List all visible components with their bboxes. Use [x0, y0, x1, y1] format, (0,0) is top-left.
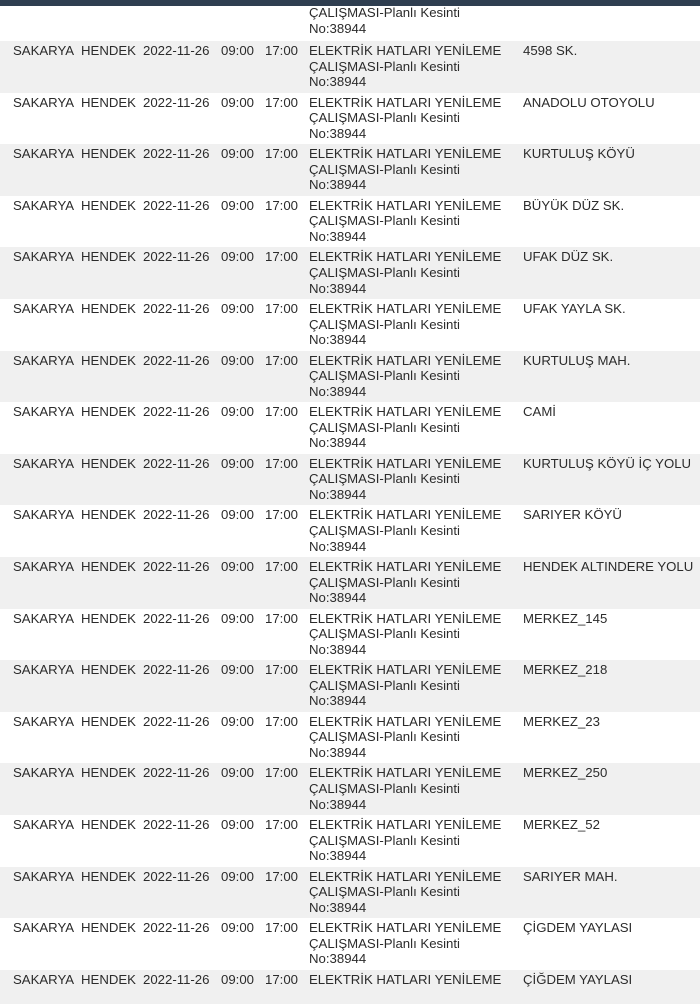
description-line: ELEKTRİK HATLARI YENİLEME	[309, 43, 502, 58]
description-line: ELEKTRİK HATLARI YENİLEME	[309, 197, 502, 213]
description-line: No:38944	[309, 486, 367, 502]
description-line: No:38944	[309, 332, 367, 348]
table-row	[0, 763, 700, 815]
end-time-cell: 17:00	[265, 610, 299, 626]
neighborhood-cell: 4598 SK.	[523, 43, 578, 58]
neighborhood-cell: MERKEZ_52	[523, 816, 600, 832]
end-time-cell: 17:00	[265, 662, 299, 678]
start-time-cell: 09:00	[221, 971, 255, 987]
description-line: No:38944	[309, 590, 367, 606]
table-row	[0, 41, 700, 93]
district-cell: HENDEK	[81, 558, 136, 574]
description-line: No:38944	[309, 228, 367, 244]
end-time-cell: 17:00	[265, 352, 299, 368]
table-row-continuation	[0, 6, 700, 41]
province-cell: SAKARYA	[13, 43, 75, 58]
neighborhood-cell: MERKEZ_250	[523, 765, 608, 781]
date-cell: 2022-11-26	[143, 43, 210, 58]
end-time-cell: 17:00	[265, 971, 299, 987]
province-cell: SAKARYA	[13, 352, 75, 368]
start-time-cell: 09:00	[221, 765, 255, 781]
date-cell: 2022-11-26	[143, 713, 210, 729]
description-line: ELEKTRİK HATLARI YENİLEME	[309, 352, 502, 368]
description-cell	[309, 611, 501, 658]
district-cell: HENDEK	[81, 868, 136, 884]
description-line: No:38944	[309, 899, 367, 915]
description-line: ÇALIŞMASI-Planlı Kesinti	[309, 935, 460, 951]
district-cell: HENDEK	[81, 94, 136, 110]
start-time-cell: 09:00	[221, 352, 255, 368]
neighborhood-cell: ÇİĞDEM YAYLASI	[523, 971, 633, 987]
neighborhood-cell: BÜYÜK DÜZ SK.	[523, 197, 625, 213]
date-cell: 2022-11-26	[143, 610, 210, 626]
start-time-cell: 09:00	[221, 404, 255, 420]
neighborhood-cell: MERKEZ_145	[523, 610, 608, 626]
outage-table	[0, 6, 700, 1004]
description-line: ÇALIŞMASI-Planlı Kesinti	[309, 419, 460, 435]
start-time-cell: 09:00	[221, 713, 255, 729]
start-time-cell: 09:00	[221, 816, 255, 832]
start-time-cell: 09:00	[221, 300, 255, 316]
neighborhood-cell: ANADOLU OTOYOLU	[523, 94, 655, 110]
province-cell: SAKARYA	[13, 971, 75, 987]
description-cell	[309, 95, 501, 142]
description-line: ÇALIŞMASI-Planlı Kesinti	[309, 161, 460, 177]
neighborhood-cell: HENDEK ALTINDERE YOLU	[523, 558, 694, 574]
table-row	[0, 93, 700, 145]
table-row	[0, 505, 700, 557]
description-cell	[309, 920, 501, 967]
table-row	[0, 144, 700, 196]
start-time-cell: 09:00	[221, 558, 255, 574]
start-time-cell: 09:00	[221, 43, 255, 58]
description-line: ELEKTRİK HATLARI YENİLEME	[309, 713, 502, 729]
table-row	[0, 970, 700, 1004]
neighborhood-cell: ÇİGDEM YAYLASI	[523, 920, 633, 936]
start-time-cell: 09:00	[221, 662, 255, 678]
district-cell: HENDEK	[81, 507, 136, 523]
date-cell: 2022-11-26	[143, 558, 210, 574]
description-cell	[309, 817, 501, 864]
description-line: ÇALIŞMASI-Planlı Kesinti	[309, 522, 460, 538]
description-line: ÇALIŞMASI-Planlı Kesinti	[309, 5, 460, 20]
table-row	[0, 299, 700, 351]
end-time-cell: 17:00	[265, 713, 299, 729]
district-cell: HENDEK	[81, 920, 136, 936]
district-cell: HENDEK	[81, 404, 136, 420]
district-cell: HENDEK	[81, 971, 136, 987]
description-line: ELEKTRİK HATLARI YENİLEME	[309, 816, 502, 832]
table-row	[0, 351, 700, 403]
end-time-cell: 17:00	[265, 94, 299, 110]
district-cell: HENDEK	[81, 352, 136, 368]
neighborhood-cell: MERKEZ_218	[523, 662, 608, 678]
date-cell: 2022-11-26	[143, 404, 210, 420]
table-row	[0, 454, 700, 506]
district-cell: HENDEK	[81, 765, 136, 781]
description-line: ELEKTRİK HATLARI YENİLEME	[309, 868, 502, 884]
date-cell: 2022-11-26	[143, 94, 210, 110]
end-time-cell: 17:00	[265, 404, 299, 420]
description-line: ÇALIŞMASI-Planlı Kesinti	[309, 110, 460, 126]
description-line: ÇALIŞMASI-Planlı Kesinti	[309, 574, 460, 590]
province-cell: SAKARYA	[13, 146, 75, 162]
description-line: No:38944	[309, 435, 367, 451]
district-cell: HENDEK	[81, 816, 136, 832]
description-line: ÇALIŞMASI-Planlı Kesinti	[309, 832, 460, 848]
start-time-cell: 09:00	[221, 94, 255, 110]
description-line: ELEKTRİK HATLARI YENİLEME	[309, 558, 502, 574]
description-line: ÇALIŞMASI-Planlı Kesinti	[309, 780, 460, 796]
date-cell: 2022-11-26	[143, 816, 210, 832]
neighborhood-cell: SARIYER KÖYÜ	[523, 507, 622, 523]
description-line: No:38944	[309, 744, 367, 760]
province-cell: SAKARYA	[13, 300, 75, 316]
description-line: No:38944	[309, 74, 367, 90]
neighborhood-cell: KURTULUŞ KÖYÜ İÇ YOLU	[523, 455, 692, 471]
description-cell	[309, 249, 501, 296]
date-cell: 2022-11-26	[143, 507, 210, 523]
description-line: ÇALIŞMASI-Planlı Kesinti	[309, 677, 460, 693]
province-cell: SAKARYA	[13, 816, 75, 832]
description-line: ELEKTRİK HATLARI YENİLEME	[309, 662, 502, 678]
description-line: ÇALIŞMASI-Planlı Kesinti	[309, 213, 460, 229]
description-line: ÇALIŞMASI-Planlı Kesinti	[309, 471, 460, 487]
province-cell: SAKARYA	[13, 558, 75, 574]
end-time-cell: 17:00	[265, 146, 299, 162]
description-cell	[309, 869, 501, 916]
description-cell	[309, 146, 501, 193]
description-line: No:38944	[309, 951, 367, 967]
description-line: No:38944	[309, 796, 367, 812]
description-cell	[309, 714, 501, 761]
description-cell	[309, 765, 501, 812]
description-cell	[309, 301, 501, 348]
neighborhood-cell: SARIYER MAH.	[523, 868, 618, 884]
end-time-cell: 17:00	[265, 868, 299, 884]
date-cell: 2022-11-26	[143, 971, 210, 987]
neighborhood-cell: MERKEZ_23	[523, 713, 600, 729]
province-cell: SAKARYA	[13, 404, 75, 420]
description-line: ELEKTRİK HATLARI YENİLEME	[309, 765, 502, 781]
description-cell	[309, 198, 501, 245]
start-time-cell: 09:00	[221, 455, 255, 471]
district-cell: HENDEK	[81, 662, 136, 678]
description-line: ÇALIŞMASI-Planlı Kesinti	[309, 58, 460, 74]
description-line: No:38944	[309, 280, 367, 296]
table-row	[0, 712, 700, 764]
date-cell: 2022-11-26	[143, 662, 210, 678]
description-line: ELEKTRİK HATLARI YENİLEME	[309, 146, 502, 162]
start-time-cell: 09:00	[221, 249, 255, 265]
province-cell: SAKARYA	[13, 765, 75, 781]
date-cell: 2022-11-26	[143, 765, 210, 781]
start-time-cell: 09:00	[221, 507, 255, 523]
start-time-cell: 09:00	[221, 146, 255, 162]
province-cell: SAKARYA	[13, 455, 75, 471]
end-time-cell: 17:00	[265, 455, 299, 471]
province-cell: SAKARYA	[13, 662, 75, 678]
description-line: ÇALIŞMASI-Planlı Kesinti	[309, 316, 460, 332]
description-cell	[309, 456, 501, 503]
district-cell: HENDEK	[81, 713, 136, 729]
district-cell: HENDEK	[81, 300, 136, 316]
neighborhood-cell: UFAK DÜZ SK.	[523, 249, 614, 265]
district-cell: HENDEK	[81, 146, 136, 162]
description-line: ELEKTRİK HATLARI YENİLEME	[309, 404, 502, 420]
neighborhood-cell: CAMİ	[523, 404, 556, 420]
province-cell: SAKARYA	[13, 868, 75, 884]
table-row	[0, 918, 700, 970]
start-time-cell: 09:00	[221, 868, 255, 884]
description-cell	[309, 5, 460, 36]
description-line: No:38944	[309, 641, 367, 657]
description-line: ÇALIŞMASI-Planlı Kesinti	[309, 368, 460, 384]
end-time-cell: 17:00	[265, 765, 299, 781]
description-line: No:38944	[309, 383, 367, 399]
district-cell: HENDEK	[81, 249, 136, 265]
date-cell: 2022-11-26	[143, 352, 210, 368]
end-time-cell: 17:00	[265, 249, 299, 265]
description-cell	[309, 353, 501, 400]
description-line: ELEKTRİK HATLARI YENİLEME	[309, 920, 502, 936]
description-line: ELEKTRİK HATLARI YENİLEME	[309, 971, 502, 987]
table-row	[0, 609, 700, 661]
description-line: ÇALIŞMASI-Planlı Kesinti	[309, 626, 460, 642]
table-row	[0, 402, 700, 454]
province-cell: SAKARYA	[13, 920, 75, 936]
description-line: No:38944	[309, 848, 367, 864]
end-time-cell: 17:00	[265, 507, 299, 523]
district-cell: HENDEK	[81, 610, 136, 626]
date-cell: 2022-11-26	[143, 146, 210, 162]
date-cell: 2022-11-26	[143, 868, 210, 884]
description-line: ELEKTRİK HATLARI YENİLEME	[309, 507, 502, 523]
description-line: No:38944	[309, 693, 367, 709]
end-time-cell: 17:00	[265, 816, 299, 832]
table-row	[0, 196, 700, 248]
description-line: No:38944	[309, 125, 367, 141]
description-line: ELEKTRİK HATLARI YENİLEME	[309, 94, 502, 110]
end-time-cell: 17:00	[265, 43, 299, 58]
description-line: No:38944	[309, 20, 367, 36]
date-cell: 2022-11-26	[143, 300, 210, 316]
district-cell: HENDEK	[81, 455, 136, 471]
start-time-cell: 09:00	[221, 610, 255, 626]
province-cell: SAKARYA	[13, 94, 75, 110]
province-cell: SAKARYA	[13, 507, 75, 523]
description-line: ÇALIŞMASI-Planlı Kesinti	[309, 264, 460, 280]
table-row	[0, 660, 700, 712]
province-cell: SAKARYA	[13, 713, 75, 729]
start-time-cell: 09:00	[221, 197, 255, 213]
province-cell: SAKARYA	[13, 249, 75, 265]
description-line: ELEKTRİK HATLARI YENİLEME	[309, 610, 502, 626]
table-row	[0, 247, 700, 299]
description-line: ELEKTRİK HATLARI YENİLEME	[309, 300, 502, 316]
description-line: No:38944	[309, 538, 367, 554]
description-cell	[309, 404, 501, 451]
table-row	[0, 867, 700, 919]
description-cell	[309, 43, 501, 90]
description-cell	[309, 507, 501, 554]
district-cell: HENDEK	[81, 197, 136, 213]
description-line: ÇALIŞMASI-Planlı Kesinti	[309, 729, 460, 745]
date-cell: 2022-11-26	[143, 920, 210, 936]
description-cell	[309, 972, 501, 988]
date-cell: 2022-11-26	[143, 197, 210, 213]
description-line: ELEKTRİK HATLARI YENİLEME	[309, 455, 502, 471]
neighborhood-cell: UFAK YAYLA SK.	[523, 300, 626, 316]
date-cell: 2022-11-26	[143, 455, 210, 471]
province-cell: SAKARYA	[13, 197, 75, 213]
description-line: No:38944	[309, 177, 367, 193]
description-cell	[309, 559, 501, 606]
end-time-cell: 17:00	[265, 920, 299, 936]
description-line: ELEKTRİK HATLARI YENİLEME	[309, 249, 502, 265]
date-cell: 2022-11-26	[143, 249, 210, 265]
district-cell: HENDEK	[81, 43, 136, 58]
end-time-cell: 17:00	[265, 300, 299, 316]
table-row	[0, 557, 700, 609]
start-time-cell: 09:00	[221, 920, 255, 936]
table-row	[0, 815, 700, 867]
description-cell	[309, 662, 501, 709]
neighborhood-cell: KURTULUŞ MAH.	[523, 352, 631, 368]
neighborhood-cell: KURTULUŞ KÖYÜ	[523, 146, 635, 162]
province-cell: SAKARYA	[13, 610, 75, 626]
end-time-cell: 17:00	[265, 558, 299, 574]
description-line: ÇALIŞMASI-Planlı Kesinti	[309, 884, 460, 900]
end-time-cell: 17:00	[265, 197, 299, 213]
